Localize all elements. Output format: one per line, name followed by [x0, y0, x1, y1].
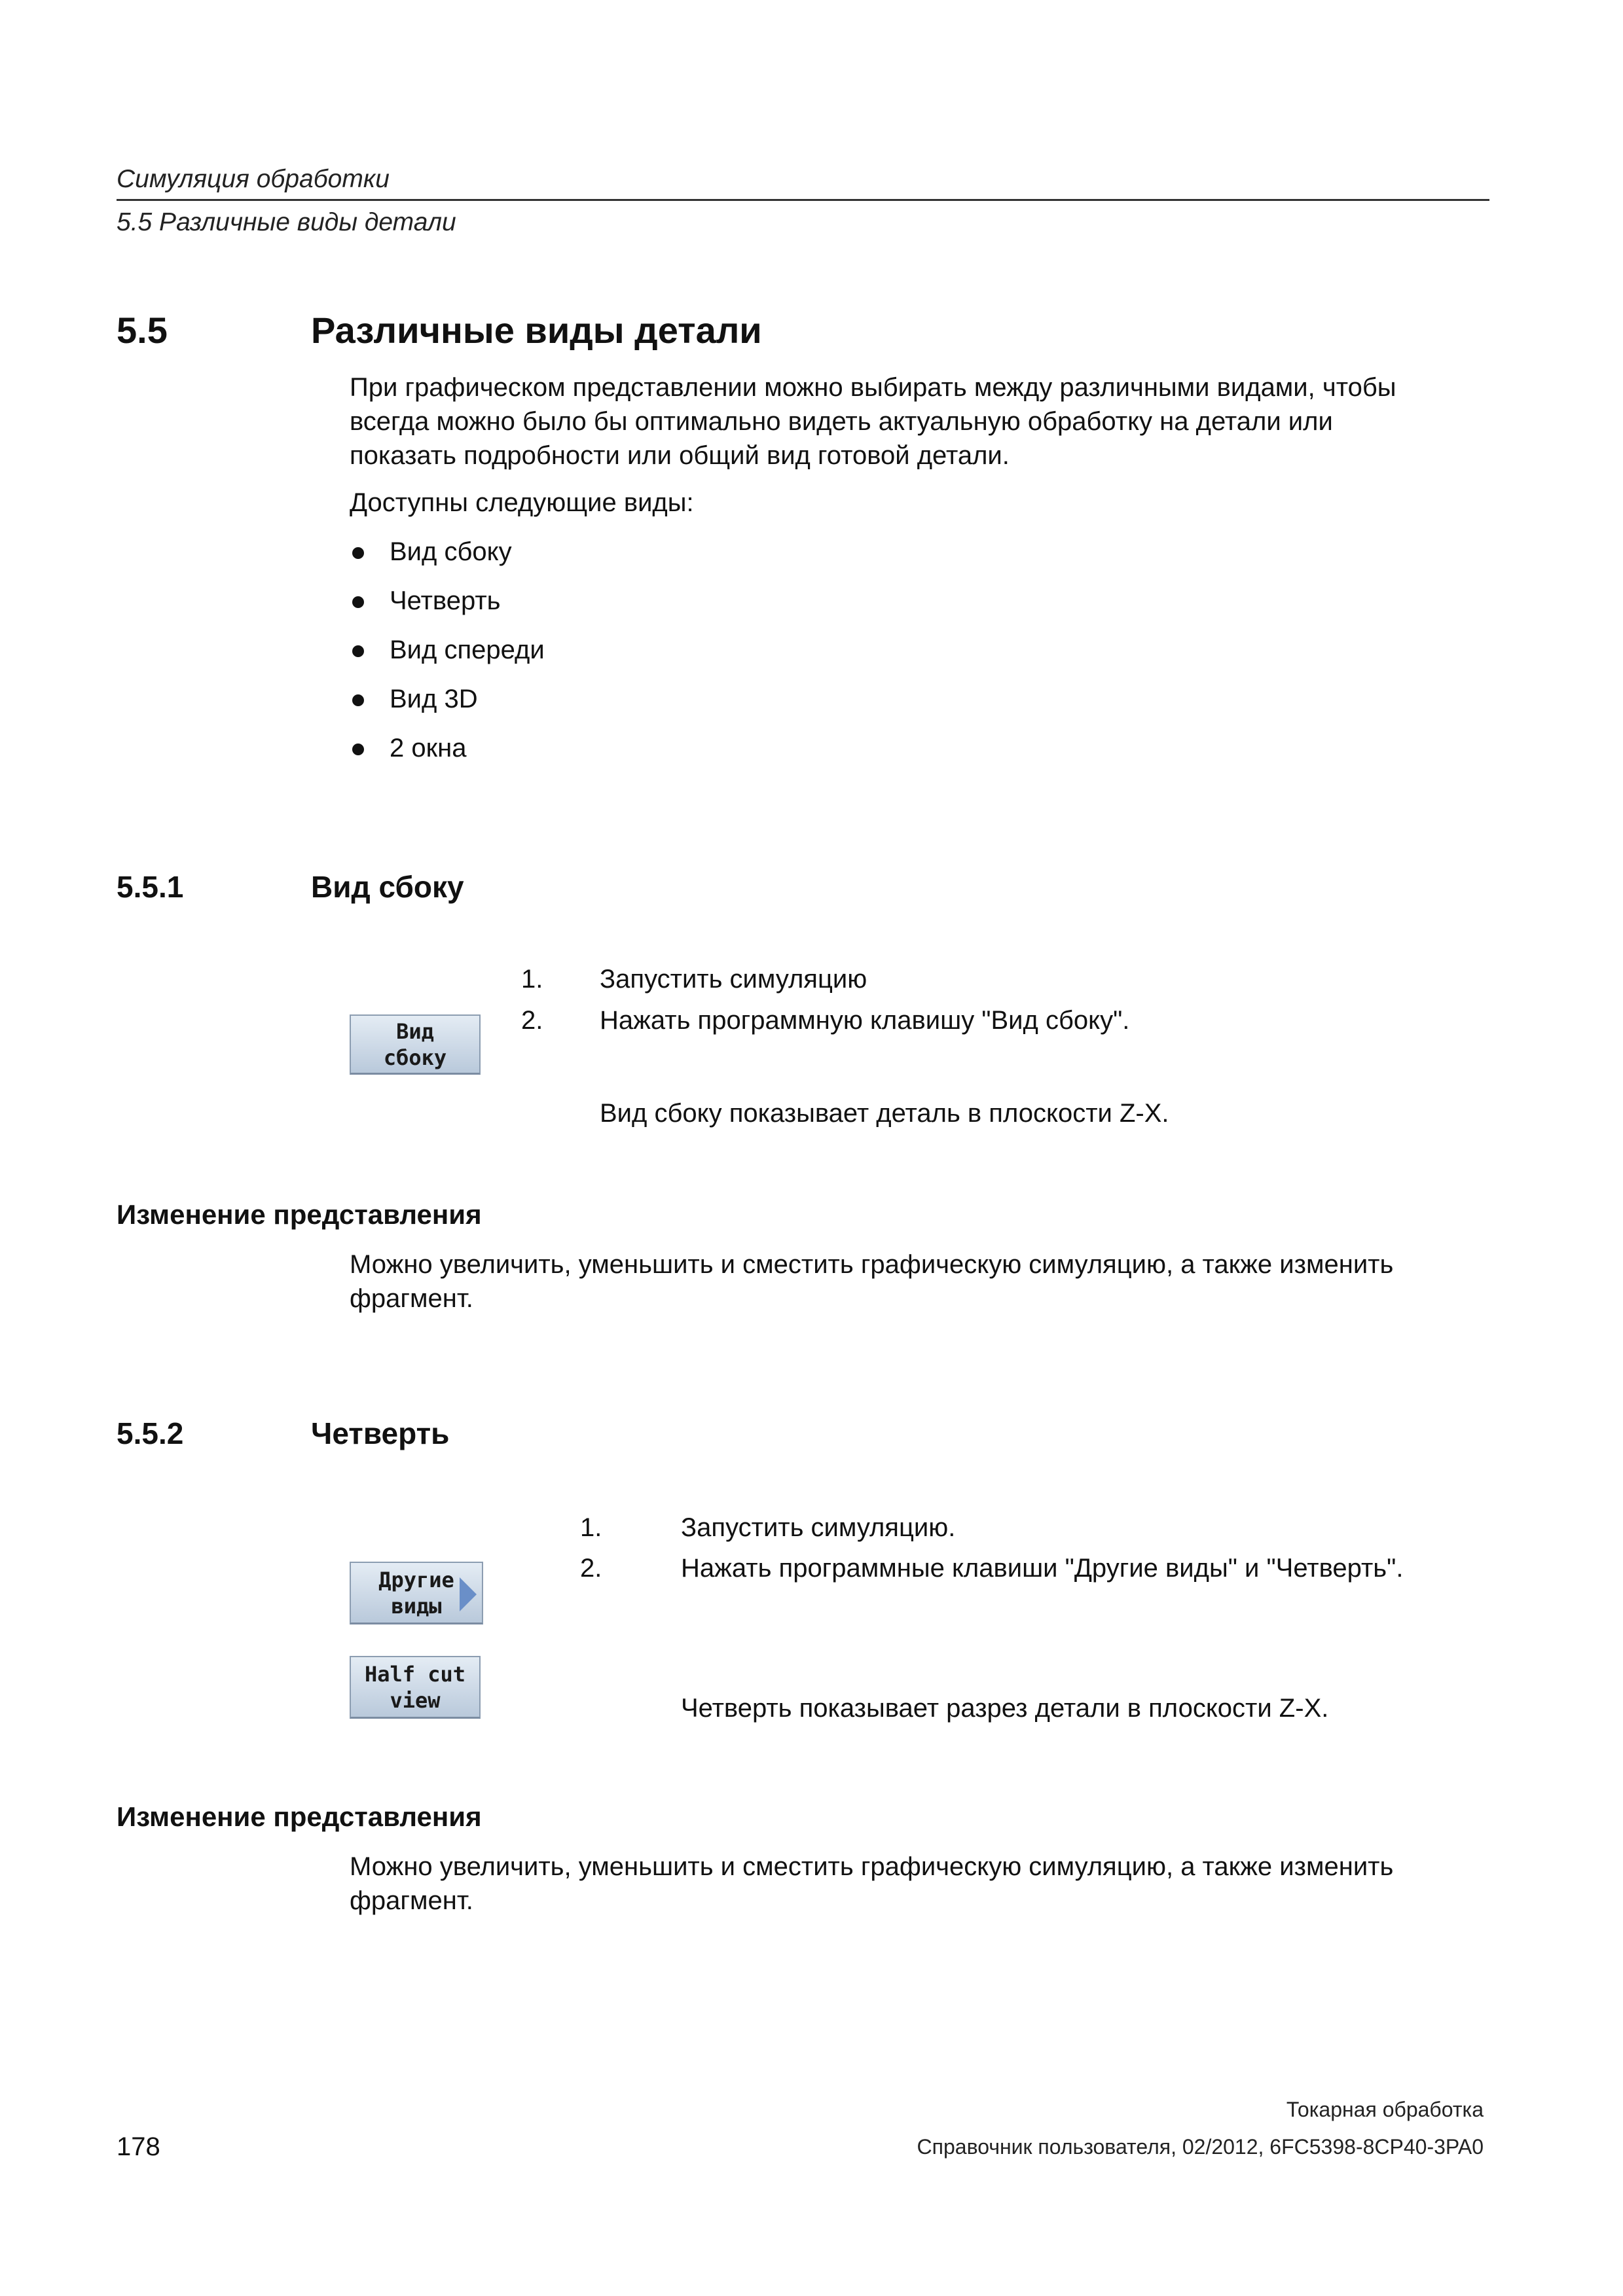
change-view-heading: Изменение представления — [117, 1199, 482, 1230]
paragraph-line: Можно увеличить, уменьшить и сместить графическую симуляцию, а также изменить — [350, 1250, 1394, 1279]
step-number: 2. — [580, 1554, 602, 1583]
list-item: Вид сбоку — [390, 537, 512, 566]
change-view-heading: Изменение представления — [117, 1801, 482, 1832]
intro-line: показать подробности или общий вид готовой детали. — [350, 441, 1010, 470]
softkey-label: Half cut — [364, 1661, 466, 1687]
side-view-softkey[interactable] — [350, 1014, 481, 1075]
available-views-label: Доступны следующие виды: — [350, 488, 694, 517]
step-number: 1. — [580, 1513, 602, 1542]
arrow-right-icon — [460, 1577, 477, 1611]
footer-doc-title — [1286, 2098, 1484, 2122]
step-text: Запустить симуляцию — [600, 965, 867, 994]
result-text: Вид сбоку показывает деталь в плоскости Z-X. — [600, 1099, 1169, 1128]
step-number: 2. — [521, 1006, 543, 1035]
softkey-label: view — [390, 1687, 441, 1713]
step-text: Нажать программные клавиши "Другие виды" и "Четверть". — [681, 1554, 1404, 1583]
subsection-title: Вид сбоку — [311, 870, 464, 904]
subsection-number: 5.5.1 — [117, 870, 184, 904]
bullet-icon — [352, 547, 364, 559]
step-text: Нажать программную клавишу "Вид сбоку". — [600, 1006, 1130, 1035]
footer-doc-ref — [917, 2135, 1484, 2159]
list-item: Вид 3D — [390, 685, 478, 713]
bullet-icon — [352, 694, 364, 706]
header-rule — [117, 199, 1489, 201]
page-number: 178 — [117, 2132, 160, 2161]
softkey-label: виды — [391, 1593, 442, 1619]
doc-reference: Справочник пользователя, 02/2012, 6FC5398-8CP40-3PA0 — [917, 2135, 1484, 2159]
bullet-icon — [352, 744, 364, 755]
list-item: 2 окна — [390, 734, 467, 762]
list-item: Четверть — [390, 586, 501, 615]
running-header-section: 5.5 Различные виды детали — [117, 208, 456, 236]
result-text: Четверть показывает разрез детали в плоскости Z-X. — [681, 1694, 1329, 1723]
running-header-chapter: Симуляция обработки — [117, 165, 390, 193]
paragraph-line: Можно увеличить, уменьшить и сместить графическую симуляцию, а также изменить — [350, 1852, 1394, 1881]
doc-title: Токарная обработка — [1286, 2098, 1484, 2121]
subsection-number: 5.5.2 — [117, 1416, 184, 1450]
intro-paragraph — [350, 370, 1396, 473]
section-number: 5.5 — [117, 310, 168, 351]
section-title: Различные виды детали — [311, 310, 762, 351]
list-item: Вид спереди — [390, 636, 545, 664]
paragraph-line: фрагмент. — [350, 1886, 473, 1915]
bullet-icon — [352, 596, 364, 608]
other-views-softkey[interactable] — [350, 1562, 483, 1624]
change-view-paragraph — [350, 1850, 1393, 1918]
softkey-label: сбоку — [383, 1045, 447, 1070]
step-number: 1. — [521, 965, 543, 994]
softkey-label: Вид — [396, 1018, 434, 1044]
intro-line: всегда можно было бы оптимально видеть актуальную обработку на детали или — [350, 407, 1333, 436]
subsection-title: Четверть — [311, 1416, 450, 1450]
change-view-paragraph — [350, 1247, 1393, 1316]
bullet-icon — [352, 645, 364, 657]
intro-line: При графическом представлении можно выбирать между различными видами, чтобы — [350, 373, 1396, 402]
softkey-label: Другие — [378, 1567, 454, 1592]
step-text: Запустить симуляцию. — [681, 1513, 956, 1542]
half-cut-view-softkey[interactable] — [350, 1656, 481, 1719]
paragraph-line: фрагмент. — [350, 1284, 473, 1313]
